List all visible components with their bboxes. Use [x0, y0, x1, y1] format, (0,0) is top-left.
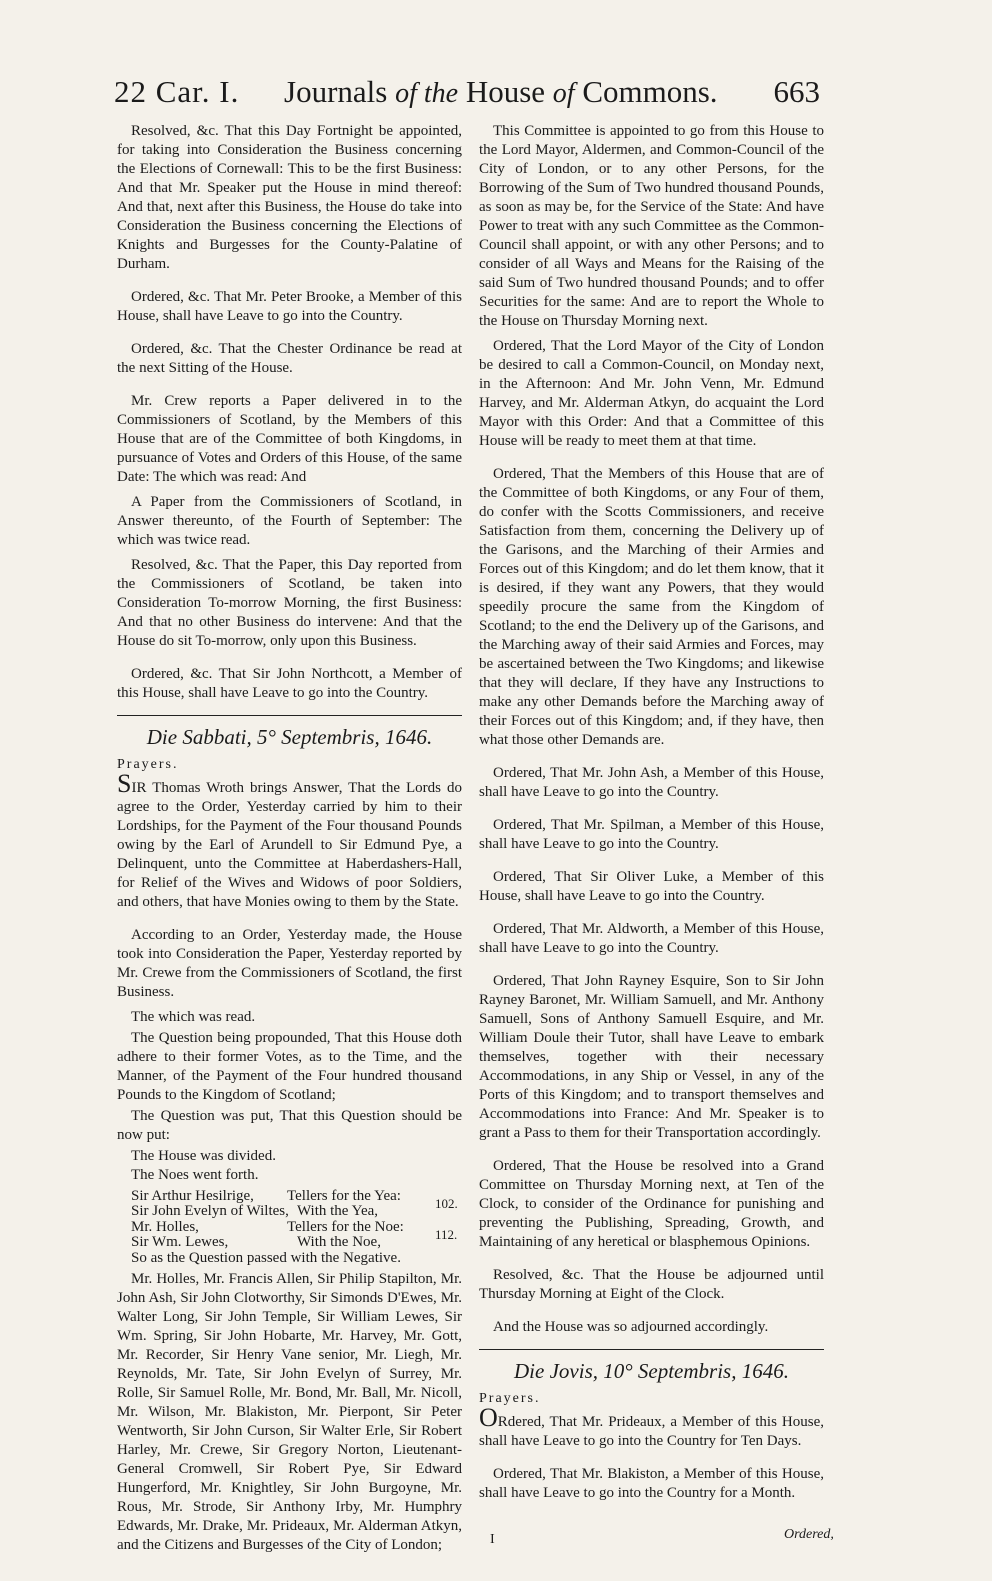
- right-column: [479, 122, 824, 1509]
- teller-noe-label-1: Tellers for the Noe:: [287, 1219, 404, 1235]
- entry-paragraph: And the House was so adjourned accordingly.: [493, 1319, 769, 1335]
- entry-paragraph: Resolved, &c. That the Paper, this Day reported from the Commissioners of Scotland, be taken into Consideration To-morrow Morning, the first Business: And that no other Business do intervene: And that the House do sit To-morrow, only upon this Business.: [117, 557, 462, 649]
- day-heading: Die Jovis, 10° Septembris, 1646.: [514, 1359, 789, 1383]
- entry-paragraph: Resolved, &c. That this Day Fortnight be appointed, for taking into Consideration the Business concerning the Elections of Cornewall: This to be the first Business: And that Mr. Speaker put the House in mind thereof: And that, next after this Business, the House do take into Consideration the Business concerning the Elections of Knights and Burgesses for the County-Palatine of Durham.: [117, 123, 462, 272]
- left-column: [117, 122, 462, 1561]
- entry-paragraph: So as the Question passed with the Negative.: [131, 1250, 401, 1266]
- drop-cap: O: [479, 1403, 498, 1432]
- teller-yea-1: Sir Arthur Hesilrige,: [131, 1188, 254, 1204]
- entry-paragraph: The Question was put, That this Question should be now put:: [117, 1108, 462, 1143]
- day-heading: Die Sabbati, 5° Septembris, 1646.: [146, 725, 433, 749]
- entry-paragraph: Ordered, That Mr. John Ash, a Member of this House, shall have Leave to go into the Country.: [479, 765, 824, 800]
- journal-title: [284, 74, 718, 110]
- teller-noe-2: Sir Wm. Lewes,: [131, 1234, 229, 1250]
- entry-paragraph: Ordered, That John Rayney Esquire, Son to Sir John Rayney Baronet, Mr. William Samuell, and Mr. Anthony Samuell, Sons of Anthony Samuell Esquire, and Mr. William Doule their Tutor, shall have Leave to embark themselves, together with their necessary Accommodations, in any Ship or Vessel, in any of the Ports of this Kingdom; and to transport themselves and Accommodations into France: And Mr. Speaker is to grant a Pass to them for their Transportation accordingly.: [479, 973, 824, 1141]
- signature-mark: I: [490, 1532, 495, 1547]
- prayers-label: Prayers.: [479, 1391, 541, 1406]
- division-tellers: [117, 1187, 462, 1250]
- entry-paragraph: Ordered, That the Lord Mayor of the City of London be desired to call a Common-Council, on Monday next, in the Afternoon: And Mr. John Venn, Mr. Edmund Harvey, and Mr. Alderman Atkyn, do acquaint the Lord Mayor with this Order: And that a Committee of this House will be ready to meet them at that time.: [479, 338, 824, 449]
- noe-count: 112.: [435, 1227, 458, 1242]
- catchword: Ordered,: [784, 1527, 834, 1542]
- title-word-journals: Journals: [284, 74, 388, 109]
- members-list: Mr. Holles, Mr. Francis Allen, Sir Philip Stapilton, Mr. John Ash, Sir John Clotworthy, Sir Simonds D'Ewes, Mr. Walter Long, Sir John Temple, Sir William Lewes, Sir Wm. Spring, Sir John Hobarte, Mr. Harvey, Mr. Gott, Mr. Recorder, Sir Henry Vane senior, Mr. Liegh, Mr. Reynolds, Mr. Tate, Sir John Evelyn of Surrey, Mr. Rolle, Sir Samuel Rolle, Mr. Bond, Mr. Ball, Mr. Nicoll, Mr. Wilson, Mr. Blakiston, Mr. Pierpont, Sir Peter Wentworth, Sir John Curson, Sir Walter Erle, Sir Robert Harley, Mr. Crewe, Sir Gregory Norton, Lieutenant-General Cromwell, Sir Robert Pye, Sir Edward Hungerford, Mr. Knightley, Sir John Burgoyne, Mr. Rous, Mr. Strode, Sir Anthony Irby, Mr. Humphry Edwards, Mr. Drake, Mr. Prideaux, Mr. Alderman Atkyn, and the Citizens and Burgesses of the City of London;: [117, 1271, 462, 1553]
- entry-paragraph: Ordered, That Mr. Spilman, a Member of this House, shall have Leave to go into the Country.: [479, 817, 824, 852]
- running-header: [114, 74, 820, 126]
- entry-paragraph: This Committee is appointed to go from this House to the Lord Mayor, Aldermen, and Common-Council of the City of London, or to any other Persons, for the Borrowing of the Sum of Two hundred thousand Pounds, as soon as may be, for the Service of the State: And have Power to treat with any such Committee as the Common-Council shall appoint, or with any other Persons; and to consider of all Ways and Means for the Raising of the said Sum of Two hundred thousand Pounds; and to offer Securities for the same: And are to report the Whole to the House on Thursday Morning next.: [479, 123, 824, 329]
- entry-paragraph: The which was read.: [131, 1009, 256, 1025]
- entry-paragraph: Ordered, That Mr. Blakiston, a Member of this House, shall have Leave to go into the Country for a Month.: [479, 1466, 824, 1501]
- entry-paragraph: According to an Order, Yesterday made, the House took into Consideration the Paper, Yesterday reported by Mr. Crewe from the Commissioners of Scotland, the first Business.: [117, 927, 462, 1000]
- teller-yea-label-2: With the Yea,: [297, 1203, 379, 1219]
- entry-paragraph: Ordered, &c. That Sir John Northcott, a Member of this House, shall have Leave to go into the Country.: [117, 666, 462, 701]
- entry-paragraph: Resolved, &c. That the House be adjourned until Thursday Morning at Eight of the Clock.: [479, 1267, 824, 1302]
- section-divider: [117, 715, 462, 716]
- entry-paragraph: Ordered, &c. That the Chester Ordinance be read at the next Sitting of the House.: [117, 341, 462, 376]
- entry-paragraph: Mr. Crew reports a Paper delivered in to the Commissioners of Scotland, by the Members of this House that are of the Committee of both Kingdoms, in pursuance of Votes and Orders of this House, of the same Date: The which was read: And: [117, 393, 462, 485]
- title-word-house: House: [465, 74, 546, 109]
- regnal-year: 22 Car. I.: [114, 74, 240, 109]
- entry-paragraph: SIR Thomas Wroth brings Answer, That the Lords do agree to the Order, Yesterday carried by him to their Lordships, for the Payment of the Four thousand Pounds owing by the Earl of Arundell to Sir Edmund Pye, a Delinquent, unto the Committee at Haberdashers-Hall, for Relief of the Wives and Widows of poor Soldiers, and others, that have Monies owing to them by the State.: [117, 769, 462, 910]
- prayers-label: Prayers.: [117, 757, 179, 772]
- entry-paragraph: The Noes went forth.: [131, 1167, 259, 1183]
- title-word-commons: Commons.: [582, 74, 718, 109]
- entry-paragraph: The Question being propounded, That this House doth adhere to their former Votes, as to the Time, and the Manner, of the Payment of the Four hundred thousand Pounds to the Kingdom of Scotland;: [117, 1030, 462, 1103]
- entry-paragraph: Ordered, That Sir Oliver Luke, a Member of this House, shall have Leave to go into the Country.: [479, 869, 824, 904]
- title-of-the: of the: [395, 78, 459, 109]
- entry-paragraph: The House was divided.: [131, 1148, 276, 1164]
- entry-paragraph: ORdered, That Mr. Prideaux, a Member of this House, shall have Leave to go into the Country for Ten Days.: [479, 1403, 824, 1449]
- page-number: 663: [773, 74, 820, 109]
- entry-paragraph: Ordered, That Mr. Aldworth, a Member of this House, shall have Leave to go into the Country.: [479, 921, 824, 956]
- teller-yea-2: Sir John Evelyn of Wiltes,: [131, 1203, 289, 1219]
- teller-yea-label-1: Tellers for the Yea:: [287, 1188, 401, 1204]
- entry-paragraph: A Paper from the Commissioners of Scotland, in Answer thereunto, of the Fourth of September: The which was twice read.: [117, 494, 462, 548]
- drop-cap: S: [117, 769, 132, 798]
- entry-paragraph: Ordered, &c. That Mr. Peter Brooke, a Member of this House, shall have Leave to go into the Country.: [117, 289, 462, 324]
- section-divider: [479, 1349, 824, 1350]
- yea-count: 102.: [435, 1196, 458, 1211]
- entry-paragraph: Ordered, That the Members of this House that are of the Committee of both Kingdoms, or any Four of them, do confer with the Scotts Commissioners, and receive Satisfaction from them, concerning the Delivery up of the Garisons, and the Marching of their Armies and Forces out of this Kingdom; and do let them know, that it is desired, if they want any Powers, that they would speedily procure the same from the Kingdom of Scotland; to the end the Delivery up of the Garisons, and the Marching away of their said Armies and Forces, may be ascertained between the Two Kingdoms; and likewise that they will declare, If they have any Instructions to make any other Demands before the Marching away of their Forces out of this Kingdom; and, if they have, then what those other Demands are.: [479, 466, 824, 748]
- entry-paragraph: Ordered, That the House be resolved into a Grand Committee on Thursday Morning next, at Ten of the Clock, to consider of the Ordinance for punishing and preventing the Publishing, Spreading, Growth, and Maintaining of any heretical or blasphemous Opinions.: [479, 1158, 824, 1250]
- teller-noe-1: Mr. Holles,: [131, 1219, 199, 1235]
- teller-noe-label-2: With the Noe,: [297, 1234, 381, 1250]
- title-of: of: [552, 78, 575, 109]
